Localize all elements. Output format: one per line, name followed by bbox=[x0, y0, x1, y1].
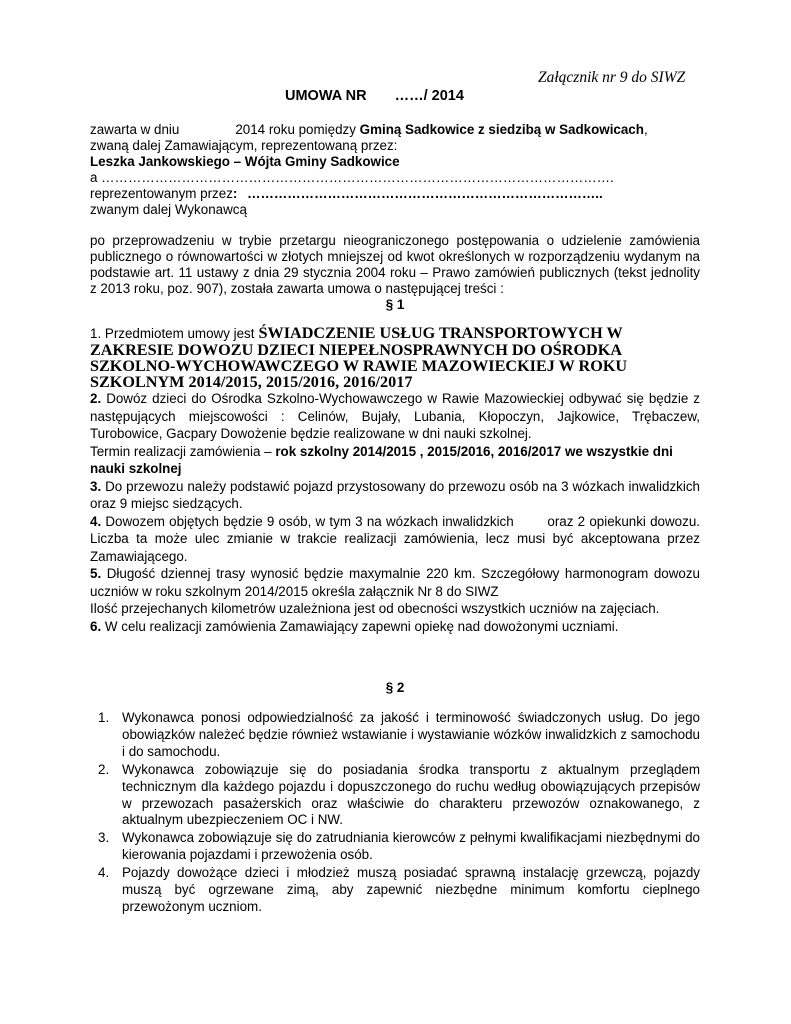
attachment-label: Załącznik nr 9 do SIWZ bbox=[538, 69, 686, 86]
contract-subject: 1. Przedmiotem umowy jest ŚWIADCZENIE USŁUG TRANSPORTOWYCH W ZAKRESIE DOWOZU DZIECI NIEPEŁNOSPRAWNYCH DO OŚRODKA SZKOLNO-WYCHOWAWCZEGO W RAWIE MAZOWIECKIEJ W ROKU SZKOLNYM 2014/2015, 2015/2016, 2016/2017 bbox=[90, 324, 628, 391]
item-5-extra: Ilość przejechanych kilometrów uzależniona jest od obecności wszystkich uczniów na zajęciach. bbox=[90, 601, 660, 616]
section-2-heading: § 2 bbox=[385, 680, 405, 695]
contractor-called-line: zwanym dalej Wykonawcą bbox=[90, 202, 247, 217]
contractor-line: a ……………………………………………………………………………………………………. bbox=[90, 170, 614, 185]
list-item: 1. Wykonawca ponosi odpowiedzialność za jakość i terminowość świadczonych usług. Do jego obowiązków należeć będzie również wstawianie i wystawianie wózków inwalidzkich z samochodu i do samochodu. bbox=[98, 710, 700, 759]
ordering-party-line: zwaną dalej Zamawiającym, reprezentowaną przez: bbox=[90, 138, 398, 153]
list-item: 4. Pojazdy dowożące dzieci i młodzież muszą posiadać sprawną instalację grzewczą, pojazdy muszą być ogrzewane zimą, aby zapewnić niezbędne minimum komfortu cieplnego przewożonym uczniom. bbox=[98, 865, 700, 914]
represented-by-line: reprezentowanym przez: …………………………………………………………………….. bbox=[90, 186, 603, 201]
list-item: 3. Wykonawca zobowiązuje się do zatrudniania kierowców z pełnymi kwalifikacjami niezbędnymi do kierowania pojazdami i przewożenia osób. bbox=[98, 830, 700, 863]
preamble: po przeprowadzeniu w trybie przetargu nieograniczonego postępowania o udzielenie zamówienia publicznego o równowartości w złotych mniejszej od kwot określonych w rozporządzeniu wydanym na podstawie art. 11 ustawy z dnia 29 stycznia 2004 roku – Prawo zamówień publicznych (tekst jednolity z 2013 roku, poz. 907), została zawarta umowa o następującej treści : bbox=[90, 233, 700, 296]
item-3: 3. Do przewozu należy podstawić pojazd przystosowany do przewozu osób na 3 wózkach inwalidzkich oraz 9 miejsc siedzących. bbox=[90, 478, 700, 511]
term-line: Termin realizacji zamówienia – rok szkolny 2014/2015 , 2015/2016, 2016/2017 we wszystkie dni nauki szkolnej bbox=[90, 443, 673, 476]
list-item: 2. Wykonawca zobowiązuje się do posiadania środka transportu z aktualnym przeglądem technicznym dla każdego pojazdu i dopuszczonego do ruchu według obowiązujących przepisów w przewozach pasażerskich oraz właściwie do charakteru przewozów oznakowanego, z aktualnym ubezpieczeniem OC i NW. bbox=[98, 761, 700, 828]
contract-title bbox=[285, 88, 464, 104]
item-5: 5. Długość dziennej trasy wynosić będzie maxymalnie 220 km. Szczegółowy harmonogram dowozu uczniów w roku szkolnym 2014/2015 określa załącznik Nr 8 do SIWZ bbox=[90, 566, 700, 599]
parties-block bbox=[90, 122, 700, 218]
item-2: 2. Dowóz dzieci do Ośrodka Szkolno-Wychowawczego w Rawie Mazowieckiej odbywać się będzie z następujących miejscowości : Celinów, Bujały, Lubania, Kłopoczyn, Jajkowice, Trębaczew, Turobowice, Gacpary Dowożenie będzie realizowane w dni nauki szkolnej. bbox=[90, 391, 700, 441]
section-1-heading: § 1 bbox=[385, 297, 405, 312]
section-1-body bbox=[90, 324, 704, 635]
item-4: 4. Dowozem objętych będzie 9 osób, w tym 3 na wózkach inwalidzkich oraz 2 opiekunki dowozu. Liczba ta może ulec zmianie w trakcie realizacji zamówienia, lecz musi być akceptowana przez Zamawiającego. bbox=[90, 513, 704, 564]
contract-title-prefix: UMOWA NR bbox=[285, 88, 367, 104]
concluded-line: zawarta w dniu 2014 roku pomiędzy Gminą Sadkowice z siedzibą w Sadkowicach, bbox=[90, 122, 648, 137]
municipality-name: Gminą Sadkowice z siedzibą w Sadkowicach bbox=[359, 122, 644, 137]
section-2-list bbox=[90, 710, 700, 917]
representative-name: Leszka Jankowskiego – Wójta Gminy Sadkowice bbox=[90, 154, 400, 169]
item-6: 6. W celu realizacji zamówienia Zamawiający zapewni opiekę nad dowożonymi uczniami. bbox=[90, 618, 619, 634]
contract-title-number: ……/ 2014 bbox=[394, 88, 464, 104]
